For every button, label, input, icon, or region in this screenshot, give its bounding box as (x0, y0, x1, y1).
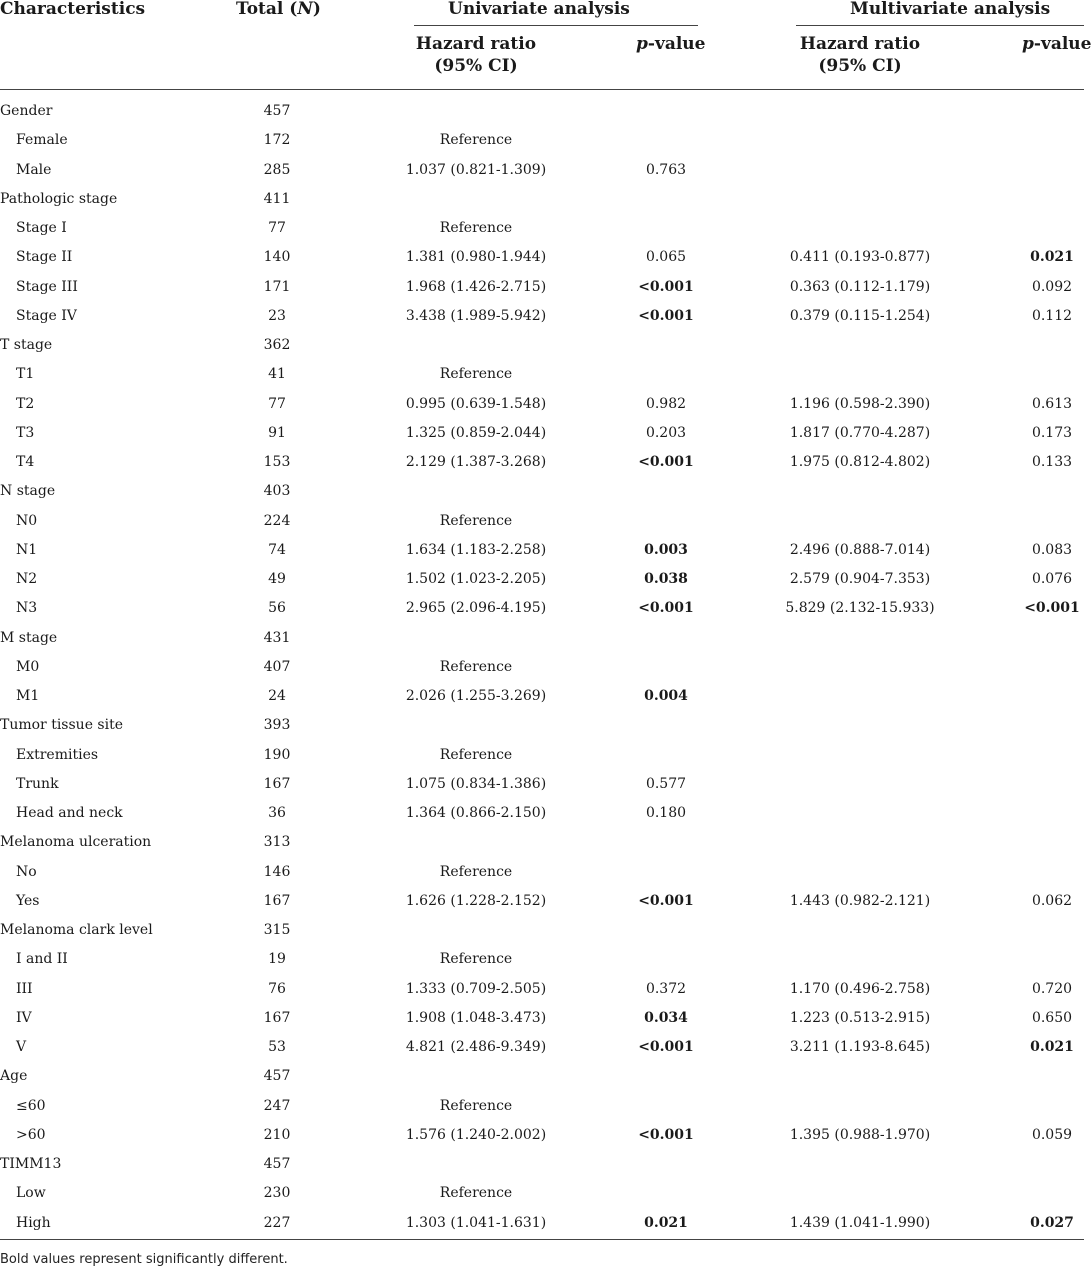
multivariate-p-cell: 0.173 (1031, 424, 1073, 441)
characteristic-cell: Melanoma ulceration (0, 834, 152, 851)
table-row (0, 102, 1084, 131)
total-cell: 457 (263, 1068, 291, 1085)
multivariate-p-cell: 0.112 (1031, 307, 1073, 324)
total-cell: 53 (268, 1039, 286, 1055)
total-cell: 74 (268, 541, 286, 558)
univariate-p-cell: 0.065 (645, 249, 687, 266)
multivariate-p-cell: 0.062 (1031, 892, 1073, 909)
univariate-hr-cell: Reference (439, 658, 513, 675)
characteristic-cell: TIMM13 (0, 1156, 62, 1172)
table-row (0, 950, 1084, 979)
univariate-hr-cell: 3.438 (1.989-5.942) (405, 307, 547, 324)
total-cell: 172 (263, 132, 291, 149)
total-cell: 167 (263, 1009, 291, 1026)
total-cell: 247 (263, 1097, 291, 1114)
univariate-hr-cell: Reference (439, 746, 513, 763)
multivariate-hr-cell: 1.223 (0.513-2.915) (789, 1009, 931, 1026)
table-row (0, 541, 1084, 570)
multivariate-p-cell: 0.720 (1031, 980, 1073, 997)
univariate-p-cell: <0.001 (638, 278, 694, 295)
univariate-hr-cell: Reference (439, 132, 513, 149)
characteristic-cell: >60 (16, 1126, 46, 1143)
table-footnote: Bold values represent significantly different. (0, 1252, 288, 1267)
multivariate-hr-cell: 1.439 (1.041-1.990) (789, 1214, 931, 1231)
table-row (0, 570, 1084, 599)
characteristic-cell: N1 (16, 541, 38, 558)
col-header-characteristics: Characteristics (0, 0, 146, 19)
univariate-hr-cell: Reference (439, 863, 513, 880)
multivariate-p-cell: <0.001 (1024, 600, 1080, 617)
characteristic-cell: T2 (16, 395, 35, 412)
multivariate-hr-header (794, 33, 926, 77)
multivariate-p-header-italic: p (1022, 34, 1034, 54)
univariate-p-cell: <0.001 (638, 1126, 694, 1143)
univariate-p-cell: 0.180 (645, 805, 687, 821)
univariate-p-cell: 0.003 (644, 541, 688, 558)
multivariate-p-cell: 0.059 (1031, 1126, 1073, 1143)
total-cell: 49 (268, 571, 286, 587)
characteristic-cell: Male (16, 161, 52, 178)
header-bottom-rule (0, 89, 1084, 90)
multivariate-p-cell: 0.021 (1030, 249, 1074, 266)
characteristic-cell: Stage II (16, 249, 73, 266)
table-row (0, 131, 1084, 160)
multivariate-hr-cell: 2.579 (0.904-7.353) (789, 571, 931, 587)
characteristic-cell: M1 (16, 688, 40, 704)
table-row (0, 1155, 1084, 1184)
characteristic-cell: Female (16, 132, 68, 149)
total-cell: 23 (268, 307, 286, 324)
univariate-hr-cell: 1.634 (1.183-2.258) (405, 541, 547, 558)
characteristic-cell: N0 (16, 512, 38, 529)
univariate-p-cell: <0.001 (638, 454, 694, 470)
univariate-p-cell: 0.021 (644, 1214, 688, 1231)
total-cell: 24 (268, 688, 286, 704)
total-cell: 190 (263, 746, 291, 763)
total-cell: 171 (263, 278, 291, 295)
univariate-p-cell: 0.203 (645, 424, 687, 441)
univariate-underline (414, 25, 698, 26)
table-row (0, 365, 1084, 394)
total-header-post: ) (312, 0, 321, 19)
multivariate-hr-cell: 1.196 (0.598-2.390) (789, 395, 931, 412)
univariate-hr-header-line2: (95% CI) (434, 56, 518, 76)
total-cell: 41 (268, 366, 286, 383)
univariate-p-header-italic: p (636, 34, 648, 54)
univariate-hr-cell: Reference (439, 220, 513, 236)
multivariate-hr-cell: 1.817 (0.770-4.287) (789, 424, 931, 441)
characteristic-cell: Head and neck (16, 805, 123, 821)
table-row (0, 775, 1084, 804)
multivariate-p-cell: 0.133 (1031, 454, 1073, 470)
univariate-p-header-rest: -value (647, 34, 706, 54)
characteristic-cell: M0 (16, 658, 40, 675)
table-row (0, 658, 1084, 687)
total-cell: 431 (263, 629, 291, 646)
univariate-hr-cell: 0.995 (0.639-1.548) (405, 395, 547, 412)
table-row (0, 482, 1084, 511)
col-header-univariate: Univariate analysis (448, 0, 630, 19)
univariate-hr-cell: 1.381 (0.980-1.944) (405, 249, 547, 266)
univariate-hr-cell: 1.325 (0.859-2.044) (405, 424, 547, 441)
table-row (0, 892, 1084, 921)
multivariate-hr-cell: 1.170 (0.496-2.758) (789, 980, 931, 997)
total-cell: 56 (268, 600, 286, 617)
univariate-hr-cell: 2.129 (1.387-3.268) (405, 454, 547, 470)
table-bottom-rule (0, 1239, 1084, 1240)
characteristic-cell: Yes (16, 892, 40, 909)
table-row (0, 424, 1084, 453)
table-row (0, 278, 1084, 307)
table-row (0, 716, 1084, 745)
univariate-hr-cell: Reference (439, 1185, 513, 1202)
total-cell: 153 (263, 454, 291, 470)
multivariate-p-cell: 0.650 (1031, 1009, 1073, 1026)
table-row (0, 1067, 1084, 1096)
table-row (0, 453, 1084, 482)
multivariate-p-cell: 0.083 (1031, 541, 1073, 558)
total-cell: 230 (263, 1185, 291, 1202)
total-cell: 224 (263, 512, 291, 529)
total-cell: 393 (263, 717, 291, 734)
table-row (0, 1126, 1084, 1155)
multivariate-p-cell: 0.613 (1031, 395, 1073, 412)
characteristic-cell: Age (0, 1068, 28, 1085)
table-row (0, 687, 1084, 716)
col-header-total (236, 0, 321, 20)
multivariate-p-cell: 0.021 (1030, 1039, 1074, 1055)
multivariate-p-header (1022, 33, 1091, 55)
univariate-p-cell: <0.001 (638, 307, 694, 324)
univariate-hr-cell: 1.364 (0.866-2.150) (405, 805, 547, 821)
univariate-hr-cell: Reference (439, 951, 513, 968)
total-cell: 36 (268, 805, 286, 821)
characteristic-cell: No (16, 863, 37, 880)
univariate-hr-cell: 1.626 (1.228-2.152) (405, 892, 547, 909)
multivariate-hr-cell: 1.443 (0.982-2.121) (789, 892, 931, 909)
characteristic-cell: ≤60 (16, 1097, 46, 1114)
total-cell: 285 (263, 161, 291, 178)
multivariate-p-cell: 0.076 (1031, 571, 1073, 587)
univariate-hr-cell: 1.075 (0.834-1.386) (405, 775, 547, 792)
total-cell: 77 (268, 395, 286, 412)
total-cell: 167 (263, 775, 291, 792)
univariate-hr-cell: 1.502 (1.023-2.205) (405, 571, 547, 587)
characteristic-cell: M stage (0, 629, 58, 646)
table-row (0, 336, 1084, 365)
characteristic-cell: Gender (0, 103, 53, 119)
characteristic-cell: Stage I (16, 220, 67, 236)
total-cell: 19 (268, 951, 286, 968)
table-row (0, 512, 1084, 541)
univariate-hr-cell: 1.908 (1.048-3.473) (405, 1009, 547, 1026)
table-row (0, 248, 1084, 277)
characteristic-cell: Extremities (16, 746, 99, 763)
table-row (0, 395, 1084, 424)
multivariate-hr-cell: 0.411 (0.193-0.877) (789, 249, 931, 266)
characteristic-cell: T1 (16, 366, 35, 383)
multivariate-p-cell: 0.092 (1031, 278, 1073, 295)
univariate-hr-cell: Reference (439, 512, 513, 529)
total-cell: 76 (268, 980, 286, 997)
total-cell: 140 (263, 249, 291, 266)
univariate-p-cell: <0.001 (638, 892, 694, 909)
table-row (0, 746, 1084, 775)
univariate-hr-cell: 1.333 (0.709-2.505) (405, 980, 547, 997)
total-cell: 77 (268, 220, 286, 236)
total-cell: 457 (263, 103, 291, 119)
univariate-p-cell: 0.982 (645, 395, 687, 412)
table-row (0, 921, 1084, 950)
univariate-hr-cell: Reference (439, 366, 513, 383)
characteristic-cell: Pathologic stage (0, 190, 118, 207)
characteristic-cell: Low (16, 1185, 46, 1202)
univariate-hr-cell: 1.576 (1.240-2.002) (405, 1126, 547, 1143)
characteristic-cell: T3 (16, 424, 35, 441)
characteristic-cell: Stage III (16, 278, 78, 295)
total-cell: 146 (263, 863, 291, 880)
total-cell: 91 (268, 424, 286, 441)
characteristic-cell: Melanoma clark level (0, 922, 153, 938)
multivariate-hr-cell: 0.379 (0.115-1.254) (789, 307, 931, 324)
univariate-p-cell: 0.034 (644, 1009, 688, 1026)
multivariate-hr-cell: 1.975 (0.812-4.802) (789, 454, 931, 470)
univariate-p-cell: <0.001 (638, 600, 694, 617)
table-row (0, 599, 1084, 628)
univariate-p-cell: 0.038 (644, 571, 688, 587)
characteristic-cell: T4 (16, 454, 35, 470)
total-cell: 167 (263, 892, 291, 909)
multivariate-hr-cell: 3.211 (1.193-8.645) (789, 1039, 931, 1055)
characteristic-cell: Stage IV (16, 307, 77, 324)
univariate-hr-cell: Reference (439, 1097, 513, 1114)
multivariate-p-header-rest: -value (1033, 34, 1091, 54)
univariate-hr-cell: 2.026 (1.255-3.269) (405, 688, 547, 704)
total-cell: 362 (263, 337, 291, 353)
univariate-p-cell: 0.004 (644, 688, 688, 704)
characteristic-cell: T stage (0, 337, 53, 353)
table-row (0, 1038, 1084, 1067)
univariate-p-cell: <0.001 (638, 1039, 694, 1055)
total-cell: 407 (263, 658, 291, 675)
multivariate-underline (796, 25, 1084, 26)
characteristic-cell: N2 (16, 571, 38, 587)
total-cell: 313 (263, 834, 291, 851)
table-row (0, 1009, 1084, 1038)
univariate-hr-header-line1: Hazard ratio (415, 34, 537, 54)
total-header-n: N (297, 0, 313, 19)
characteristic-cell: Tumor tissue site (0, 717, 123, 734)
characteristic-cell: IV (16, 1009, 32, 1026)
table-row (0, 190, 1084, 219)
table-row (0, 1184, 1084, 1213)
table-row (0, 1097, 1084, 1126)
multivariate-p-cell: 0.027 (1030, 1214, 1074, 1231)
total-cell: 227 (263, 1214, 291, 1231)
total-cell: 315 (263, 922, 291, 938)
table-row (0, 804, 1084, 833)
total-cell: 411 (263, 190, 291, 207)
table-row (0, 161, 1084, 190)
univariate-p-cell: 0.763 (645, 161, 687, 178)
total-header-pre: Total ( (236, 0, 298, 19)
multivariate-hr-header-line1: Hazard ratio (799, 34, 921, 54)
characteristic-cell: V (16, 1039, 27, 1055)
table-row (0, 833, 1084, 862)
multivariate-hr-cell: 5.829 (2.132-15.933) (785, 600, 935, 617)
table-row (0, 307, 1084, 336)
characteristic-cell: III (16, 980, 33, 997)
univariate-hr-cell: 4.821 (2.486-9.349) (405, 1039, 547, 1055)
multivariate-hr-cell: 0.363 (0.112-1.179) (789, 278, 931, 295)
multivariate-hr-cell: 1.395 (0.988-1.970) (789, 1126, 931, 1143)
total-cell: 210 (263, 1126, 291, 1143)
univariate-hr-cell: 2.965 (2.096-4.195) (405, 600, 547, 617)
total-cell: 457 (263, 1156, 291, 1172)
total-cell: 403 (263, 483, 291, 500)
characteristic-cell: High (16, 1214, 51, 1231)
col-header-multivariate: Multivariate analysis (850, 0, 1051, 19)
table-row (0, 629, 1084, 658)
univariate-hr-header (410, 33, 542, 77)
multivariate-hr-cell: 2.496 (0.888-7.014) (789, 541, 931, 558)
univariate-hr-cell: 1.968 (1.426-2.715) (405, 278, 547, 295)
multivariate-hr-header-line2: (95% CI) (818, 56, 902, 76)
characteristic-cell: I and II (16, 951, 68, 968)
univariate-hr-cell: 1.037 (0.821-1.309) (405, 161, 547, 178)
univariate-hr-cell: 1.303 (1.041-1.631) (405, 1214, 547, 1231)
characteristic-cell: N3 (16, 600, 38, 617)
univariate-p-header (636, 33, 705, 55)
characteristic-cell: Trunk (16, 775, 59, 792)
characteristic-cell: N stage (0, 483, 56, 500)
table-row (0, 980, 1084, 1009)
table-row (0, 219, 1084, 248)
univariate-p-cell: 0.372 (645, 980, 687, 997)
univariate-p-cell: 0.577 (645, 775, 687, 792)
table-row (0, 863, 1084, 892)
